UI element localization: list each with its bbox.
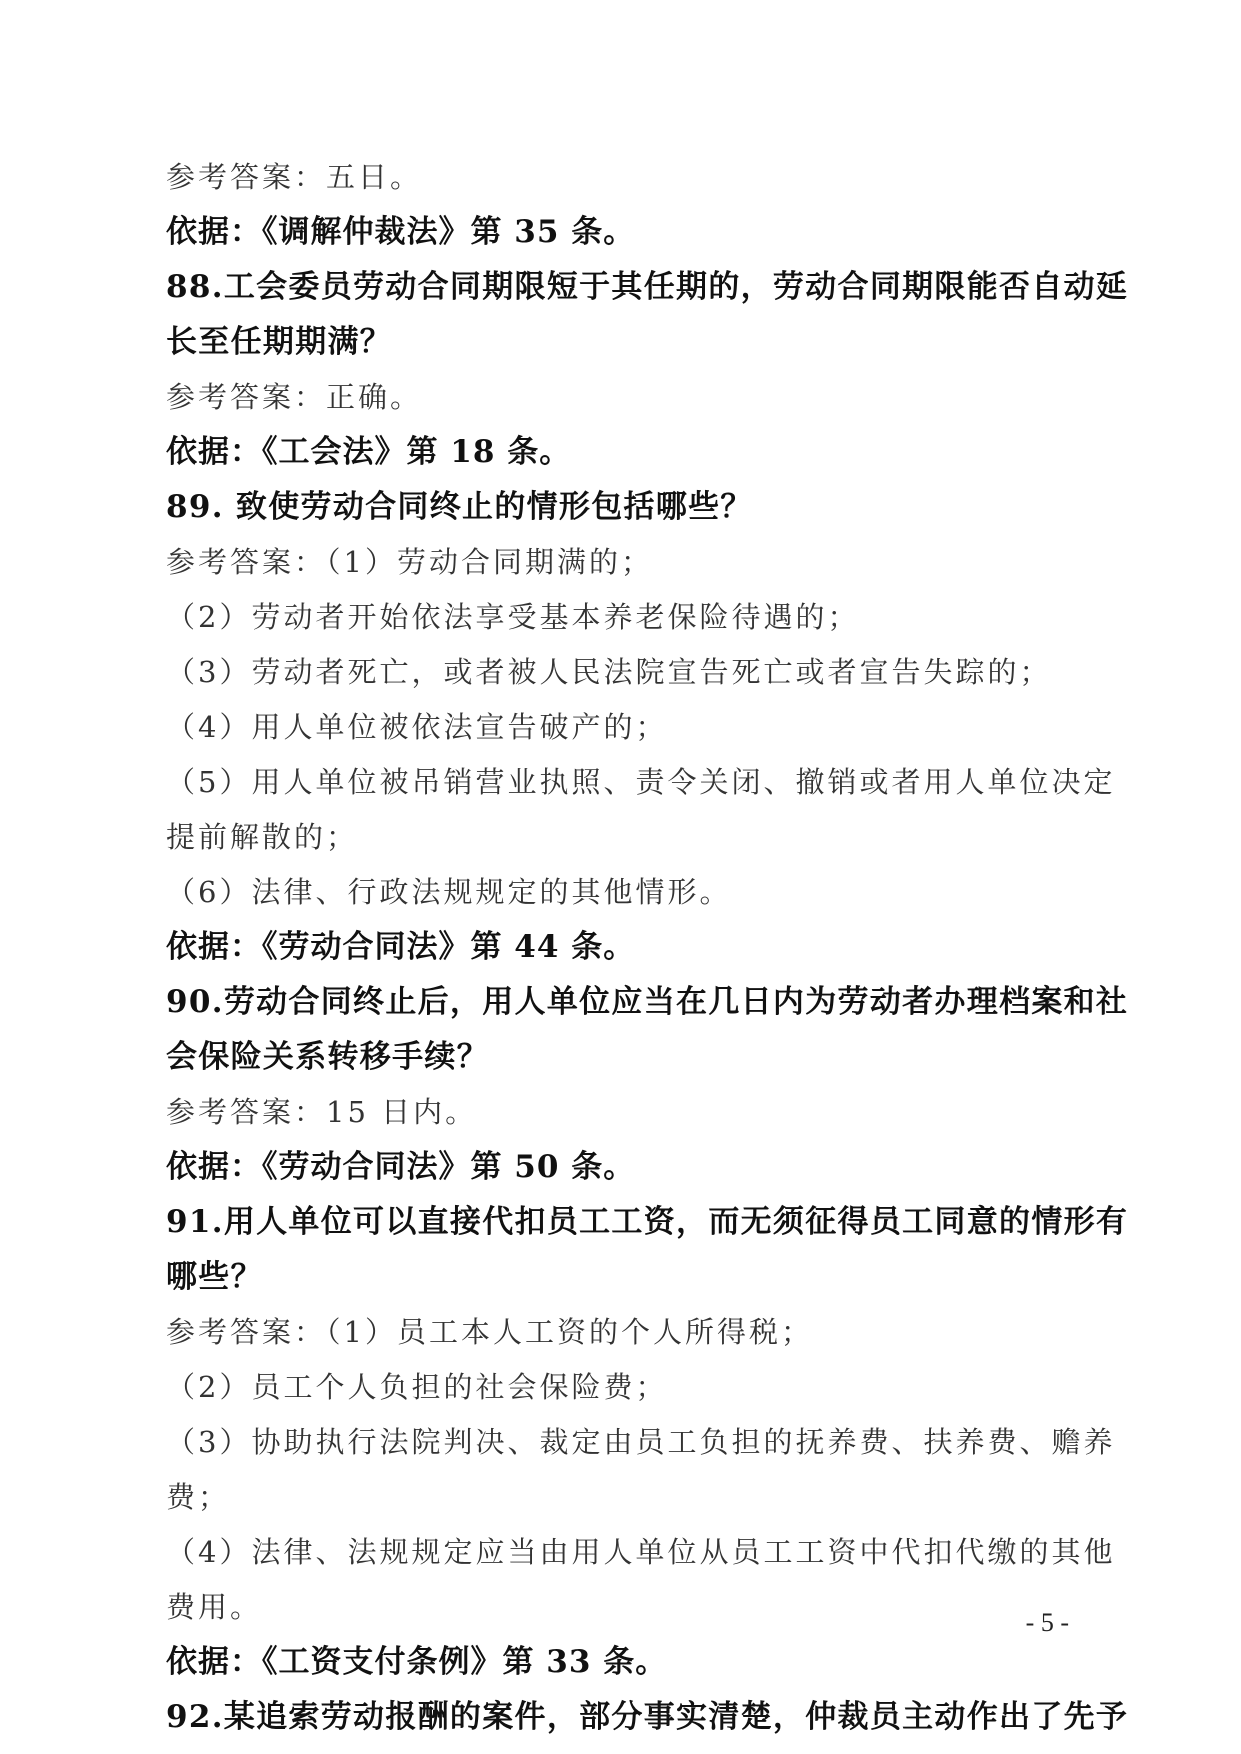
answer-line: （4）用人单位被依法宣告破产的； <box>166 710 668 744</box>
document-body <box>166 150 1129 1745</box>
basis-line: 依据：《调解仲裁法》第 35 条。 <box>166 214 636 250</box>
answer-line: （5）用人单位被吊销营业执照、责令关闭、撤销或者用人单位决定 <box>166 765 1116 799</box>
basis-line: 依据：《工资支付条例》第 33 条。 <box>166 1644 668 1680</box>
answer-line: 参考答案：（1）员工本人工资的个人所得税； <box>166 1315 813 1349</box>
question-line: 88.工会委员劳动合同期限短于其任期的，劳动合同期限能否自动延 <box>166 269 1129 305</box>
answer-line: （3）劳动者死亡，或者被人民法院宣告死亡或者宣告失踪的； <box>166 655 1052 689</box>
basis-line: 依据：《工会法》第 18 条。 <box>166 434 572 470</box>
answer-line: （4）法律、法规规定应当由用人单位从员工工资中代扣代缴的其他 <box>166 1535 1116 1569</box>
answer-line: 费； <box>166 1480 231 1514</box>
answer-line: （3）协助执行法院判决、裁定由员工负担的抚养费、扶养费、赡养 <box>166 1425 1116 1459</box>
answer-line: 参考答案：正确。 <box>166 380 423 414</box>
answer-line: 参考答案：五日。 <box>166 160 423 194</box>
question-line: 长至任期期满？ <box>166 324 393 360</box>
answer-line: 参考答案：15 日内。 <box>166 1095 478 1129</box>
answer-line: 参考答案：（1）劳动合同期满的； <box>166 545 653 579</box>
answer-line: （2）员工个人负担的社会保险费； <box>166 1370 668 1404</box>
answer-line: 提前解散的； <box>166 820 359 854</box>
question-line: 89. 致使劳动合同终止的情形包括哪些？ <box>166 489 753 525</box>
question-line: 会保险关系转移手续？ <box>166 1039 489 1075</box>
question-line: 92.某追索劳动报酬的案件，部分事实清楚，仲裁员主动作出了先予 <box>166 1699 1129 1735</box>
answer-line: 费用。 <box>166 1590 263 1624</box>
basis-line: 依据：《劳动合同法》第 50 条。 <box>166 1149 636 1185</box>
question-line: 91.用人单位可以直接代扣员工工资，而无须征得员工同意的情形有 <box>166 1204 1129 1240</box>
page-number: - 5 - <box>1025 1608 1069 1637</box>
question-line: 哪些？ <box>166 1259 263 1295</box>
question-line: 90.劳动合同终止后，用人单位应当在几日内为劳动者办理档案和社 <box>166 984 1129 1020</box>
answer-line: （2）劳动者开始依法享受基本养老保险待遇的； <box>166 600 860 634</box>
basis-line: 依据：《劳动合同法》第 44 条。 <box>166 929 636 965</box>
answer-line: （6）法律、行政法规规定的其他情形。 <box>166 875 732 909</box>
